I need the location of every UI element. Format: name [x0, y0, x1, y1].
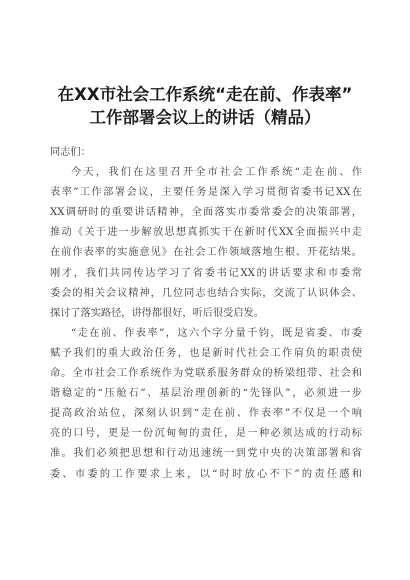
body-text-line: 赋予我们的重大政治任务，也是新时代社会工作肩负的职责使: [50, 347, 362, 359]
body-text-line: 在前作表率的实施意见》在社会工作领域落地生根、开花结果。: [50, 247, 362, 259]
body-text-line: 命。全市社会工作系统作为党联系服务群众的桥梁纽带、社会和: [50, 368, 362, 380]
body-text-line: 提高政治站位，深刻认识到“走在前、作表率”不仅是一个响: [50, 408, 362, 420]
document-title-line-2: 工作部署会议上的讲话（精品）: [89, 108, 321, 127]
body-text-line: 推动《关于进一步解放思想真抓实干在新时代XX全面振兴中走: [50, 227, 362, 239]
body-text-line: 谐稳定的“压舱石”、基层治理创新的“先锋队”，必须进一步: [50, 388, 362, 400]
body-text-line: 委、市委的工作要求上来，以“时时放心不下”的责任感和: [50, 468, 362, 480]
body-text-line: 准。我们必须把思想和行动迅速统一到党中央的决策部署和省: [50, 448, 362, 460]
body-text-line: XX调研时的重要讲话精神，全面落实市委常委会的决策部署，: [50, 207, 362, 219]
body-text-line: 今天，我们在这里召开全市社会工作系统“走在前、作: [71, 167, 362, 179]
document-body: [50, 143, 362, 485]
body-text-line: 表率”工作部署会议，主要任务是深入学习贯彻省委书记XX在: [50, 187, 362, 199]
document-title-line-1: 在XX市社会工作系统“走在前、作表率”: [57, 85, 353, 104]
body-text-line: 委会的相关会议精神，几位同志也结合实际，交流了认识体会、: [50, 287, 362, 299]
body-text-line: 亮的口号，更是一份沉甸甸的责任，是一种必须达成的行动标: [50, 428, 362, 440]
body-text-line: 探讨了落实路径，讲得都很好，听后很受启发。: [50, 307, 264, 319]
body-text-line: 同志们：: [50, 147, 91, 158]
body-text-line: 刚才，我们共同传达学习了省委书记XX的讲话要求和市委常: [50, 267, 362, 279]
body-text-line: “走在前、作表率”，这六个字分量千钧，既是省委、市委: [71, 327, 362, 339]
